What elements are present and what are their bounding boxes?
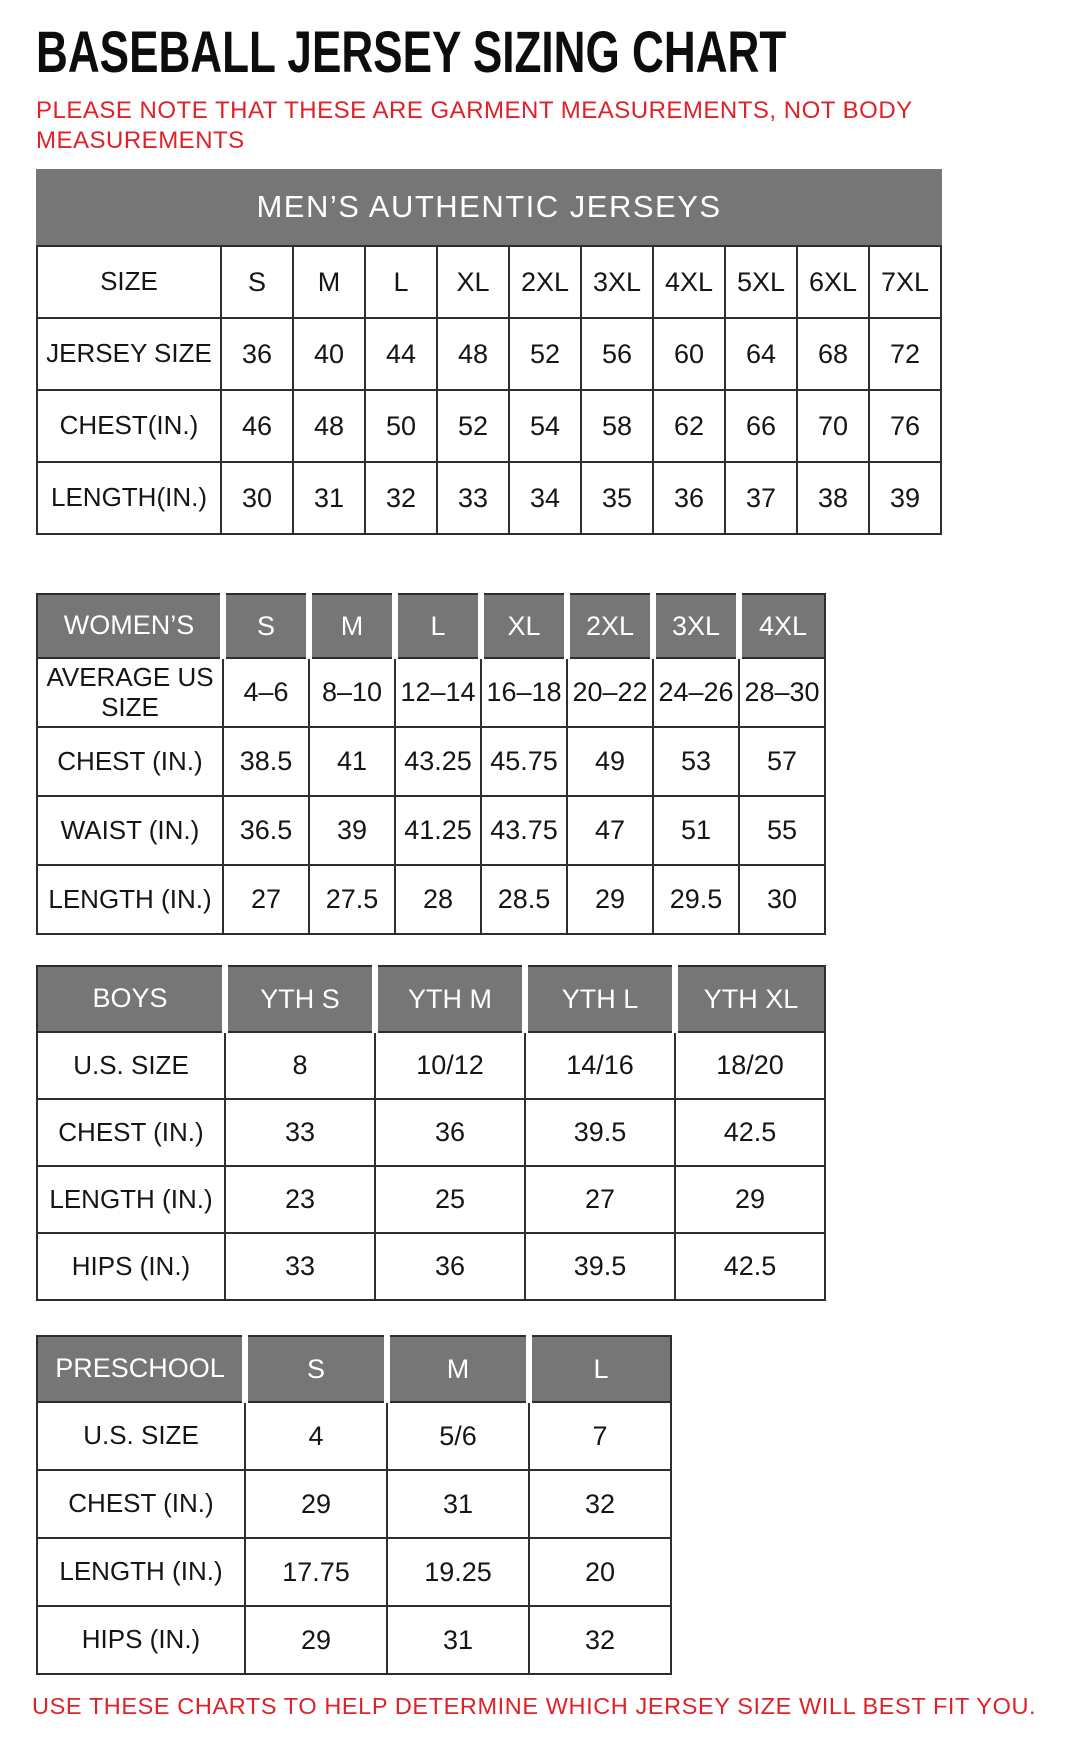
womens-row-length-in <box>37 865 825 934</box>
size-value-cell: 42.5 <box>675 1233 825 1300</box>
mens-size-col-s: S <box>221 246 293 318</box>
size-value-cell: 38.5 <box>223 727 309 796</box>
size-value-cell: 47 <box>567 796 653 865</box>
size-value-cell: 31 <box>387 1470 529 1538</box>
mens-size-table <box>36 245 942 535</box>
womens-size-col-s: S <box>223 594 309 658</box>
boys-row-hips-in <box>37 1233 825 1300</box>
size-value-cell: 40 <box>293 318 365 390</box>
mens-size-col-xl: XL <box>437 246 509 318</box>
preschool-row-length-in <box>37 1538 671 1606</box>
size-value-cell: 68 <box>797 318 869 390</box>
size-value-cell: 28.5 <box>481 865 567 934</box>
size-value-cell: 19.25 <box>387 1538 529 1606</box>
row-label: AVERAGE US SIZE <box>37 658 223 727</box>
size-value-cell: 10/12 <box>375 1032 525 1099</box>
womens-size-table <box>36 593 826 935</box>
size-value-cell: 36 <box>375 1099 525 1166</box>
mens-size-col-4xl: 4XL <box>653 246 725 318</box>
size-value-cell: 50 <box>365 390 437 462</box>
mens-size-col-m: M <box>293 246 365 318</box>
size-value-cell: 29 <box>675 1166 825 1233</box>
mens-size-col-7xl: 7XL <box>869 246 941 318</box>
mens-row-chest-in <box>37 390 941 462</box>
size-value-cell: 27 <box>223 865 309 934</box>
size-value-cell: 43.25 <box>395 727 481 796</box>
size-value-cell: 4–6 <box>223 658 309 727</box>
preschool-header-row <box>37 1336 671 1402</box>
garment-measurement-note: PLEASE NOTE THAT THESE ARE GARMENT MEASUREMENTS, NOT BODY MEASUREMENTS <box>36 97 913 154</box>
womens-size-col-xl: XL <box>481 594 567 658</box>
size-value-cell: 12–14 <box>395 658 481 727</box>
size-value-cell: 7 <box>529 1402 671 1470</box>
size-value-cell: 5/6 <box>387 1402 529 1470</box>
size-value-cell: 32 <box>529 1606 671 1674</box>
size-value-cell: 32 <box>529 1470 671 1538</box>
mens-section <box>36 169 1047 535</box>
size-value-cell: 52 <box>509 318 581 390</box>
size-value-cell: 30 <box>739 865 825 934</box>
size-value-cell: 27.5 <box>309 865 395 934</box>
size-value-cell: 14/16 <box>525 1032 675 1099</box>
size-value-cell: 29 <box>567 865 653 934</box>
size-value-cell: 16–18 <box>481 658 567 727</box>
row-label: CHEST (IN.) <box>37 1470 245 1538</box>
size-value-cell: 70 <box>797 390 869 462</box>
size-value-cell: 45.75 <box>481 727 567 796</box>
page-title: BASEBALL JERSEY SIZING CHART <box>36 20 787 85</box>
footer-note: USE THESE CHARTS TO HELP DETERMINE WHICH JERSEY SIZE WILL BEST FIT YOU. <box>32 1693 1037 1719</box>
womens-row-waist-in <box>37 796 825 865</box>
size-value-cell: 20 <box>529 1538 671 1606</box>
mens-row-jersey-size <box>37 318 941 390</box>
size-value-cell: 62 <box>653 390 725 462</box>
size-value-cell: 72 <box>869 318 941 390</box>
womens-size-col-l: L <box>395 594 481 658</box>
size-value-cell: 39 <box>309 796 395 865</box>
size-value-cell: 37 <box>725 462 797 534</box>
size-value-cell: 20–22 <box>567 658 653 727</box>
boys-row-length-in <box>37 1166 825 1233</box>
size-value-cell: 49 <box>567 727 653 796</box>
size-value-cell: 43.75 <box>481 796 567 865</box>
row-label: WAIST (IN.) <box>37 796 223 865</box>
size-value-cell: 39.5 <box>525 1099 675 1166</box>
size-value-cell: 29.5 <box>653 865 739 934</box>
size-value-cell: 23 <box>225 1166 375 1233</box>
boys-section <box>36 965 1047 1301</box>
size-value-cell: 64 <box>725 318 797 390</box>
boys-size-table <box>36 965 826 1301</box>
size-value-cell: 29 <box>245 1606 387 1674</box>
size-value-cell: 66 <box>725 390 797 462</box>
size-value-cell: 41 <box>309 727 395 796</box>
mens-size-col-l: L <box>365 246 437 318</box>
row-label: HIPS (IN.) <box>37 1606 245 1674</box>
womens-size-col-4xl: 4XL <box>739 594 825 658</box>
size-value-cell: 29 <box>245 1470 387 1538</box>
size-value-cell: 34 <box>509 462 581 534</box>
mens-size-col-6xl: 6XL <box>797 246 869 318</box>
preschool-header-label: PRESCHOOL <box>37 1336 245 1402</box>
size-value-cell: 54 <box>509 390 581 462</box>
size-value-cell: 8 <box>225 1032 375 1099</box>
row-label: HIPS (IN.) <box>37 1233 225 1300</box>
size-value-cell: 52 <box>437 390 509 462</box>
size-value-cell: 58 <box>581 390 653 462</box>
size-value-cell: 35 <box>581 462 653 534</box>
size-value-cell: 25 <box>375 1166 525 1233</box>
row-label: CHEST (IN.) <box>37 1099 225 1166</box>
size-value-cell: 18/20 <box>675 1032 825 1099</box>
size-value-cell: 39 <box>869 462 941 534</box>
preschool-section <box>36 1335 1047 1675</box>
row-label: JERSEY SIZE <box>37 318 221 390</box>
mens-size-col-2xl: 2XL <box>509 246 581 318</box>
mens-size-col-3xl: 3XL <box>581 246 653 318</box>
womens-size-col-3xl: 3XL <box>653 594 739 658</box>
size-value-cell: 32 <box>365 462 437 534</box>
row-label: U.S. SIZE <box>37 1032 225 1099</box>
row-label: LENGTH (IN.) <box>37 1538 245 1606</box>
womens-section <box>36 593 1047 935</box>
size-value-cell: 36 <box>221 318 293 390</box>
mens-banner: MEN’S AUTHENTIC JERSEYS <box>36 169 942 245</box>
womens-size-col-m: M <box>309 594 395 658</box>
size-value-cell: 46 <box>221 390 293 462</box>
row-label: CHEST (IN.) <box>37 727 223 796</box>
size-value-cell: 33 <box>437 462 509 534</box>
boys-size-col-yth-xl: YTH XL <box>675 966 825 1032</box>
womens-header-row <box>37 594 825 658</box>
size-value-cell: 27 <box>525 1166 675 1233</box>
womens-size-col-2xl: 2XL <box>567 594 653 658</box>
mens-size-col-5xl: 5XL <box>725 246 797 318</box>
row-label: LENGTH(IN.) <box>37 462 221 534</box>
preschool-row-chest-in <box>37 1470 671 1538</box>
size-value-cell: 55 <box>739 796 825 865</box>
size-value-cell: 33 <box>225 1233 375 1300</box>
size-value-cell: 60 <box>653 318 725 390</box>
boys-size-col-yth-s: YTH S <box>225 966 375 1032</box>
size-value-cell: 28–30 <box>739 658 825 727</box>
boys-row-u-s-size <box>37 1032 825 1099</box>
size-value-cell: 41.25 <box>395 796 481 865</box>
preschool-row-hips-in <box>37 1606 671 1674</box>
size-value-cell: 36 <box>375 1233 525 1300</box>
size-value-cell: 36.5 <box>223 796 309 865</box>
size-value-cell: 76 <box>869 390 941 462</box>
size-value-cell: 30 <box>221 462 293 534</box>
size-value-cell: 24–26 <box>653 658 739 727</box>
mens-row-length-in <box>37 462 941 534</box>
size-value-cell: 31 <box>387 1606 529 1674</box>
size-value-cell: 4 <box>245 1402 387 1470</box>
boys-header-row <box>37 966 825 1032</box>
size-value-cell: 28 <box>395 865 481 934</box>
row-label: LENGTH (IN.) <box>37 1166 225 1233</box>
size-value-cell: 8–10 <box>309 658 395 727</box>
preschool-size-col-s: S <box>245 1336 387 1402</box>
womens-header-label: WOMEN’S <box>37 594 223 658</box>
size-value-cell: 51 <box>653 796 739 865</box>
size-value-cell: 33 <box>225 1099 375 1166</box>
size-value-cell: 48 <box>437 318 509 390</box>
preschool-size-table <box>36 1335 672 1675</box>
boys-size-col-yth-l: YTH L <box>525 966 675 1032</box>
boys-row-chest-in <box>37 1099 825 1166</box>
size-value-cell: 56 <box>581 318 653 390</box>
size-value-cell: 36 <box>653 462 725 534</box>
row-label: LENGTH (IN.) <box>37 865 223 934</box>
size-value-cell: 38 <box>797 462 869 534</box>
boys-size-col-yth-m: YTH M <box>375 966 525 1032</box>
size-value-cell: 42.5 <box>675 1099 825 1166</box>
preschool-row-u-s-size <box>37 1402 671 1470</box>
size-value-cell: 57 <box>739 727 825 796</box>
boys-header-label: BOYS <box>37 966 225 1032</box>
mens-header-row <box>37 246 941 318</box>
womens-row-average-us-size <box>37 658 825 727</box>
preschool-size-col-m: M <box>387 1336 529 1402</box>
preschool-size-col-l: L <box>529 1336 671 1402</box>
size-value-cell: 39.5 <box>525 1233 675 1300</box>
size-value-cell: 53 <box>653 727 739 796</box>
size-value-cell: 44 <box>365 318 437 390</box>
size-value-cell: 48 <box>293 390 365 462</box>
row-label: CHEST(IN.) <box>37 390 221 462</box>
size-value-cell: 17.75 <box>245 1538 387 1606</box>
womens-row-chest-in <box>37 727 825 796</box>
size-value-cell: 31 <box>293 462 365 534</box>
mens-header-label: SIZE <box>37 246 221 318</box>
row-label: U.S. SIZE <box>37 1402 245 1470</box>
